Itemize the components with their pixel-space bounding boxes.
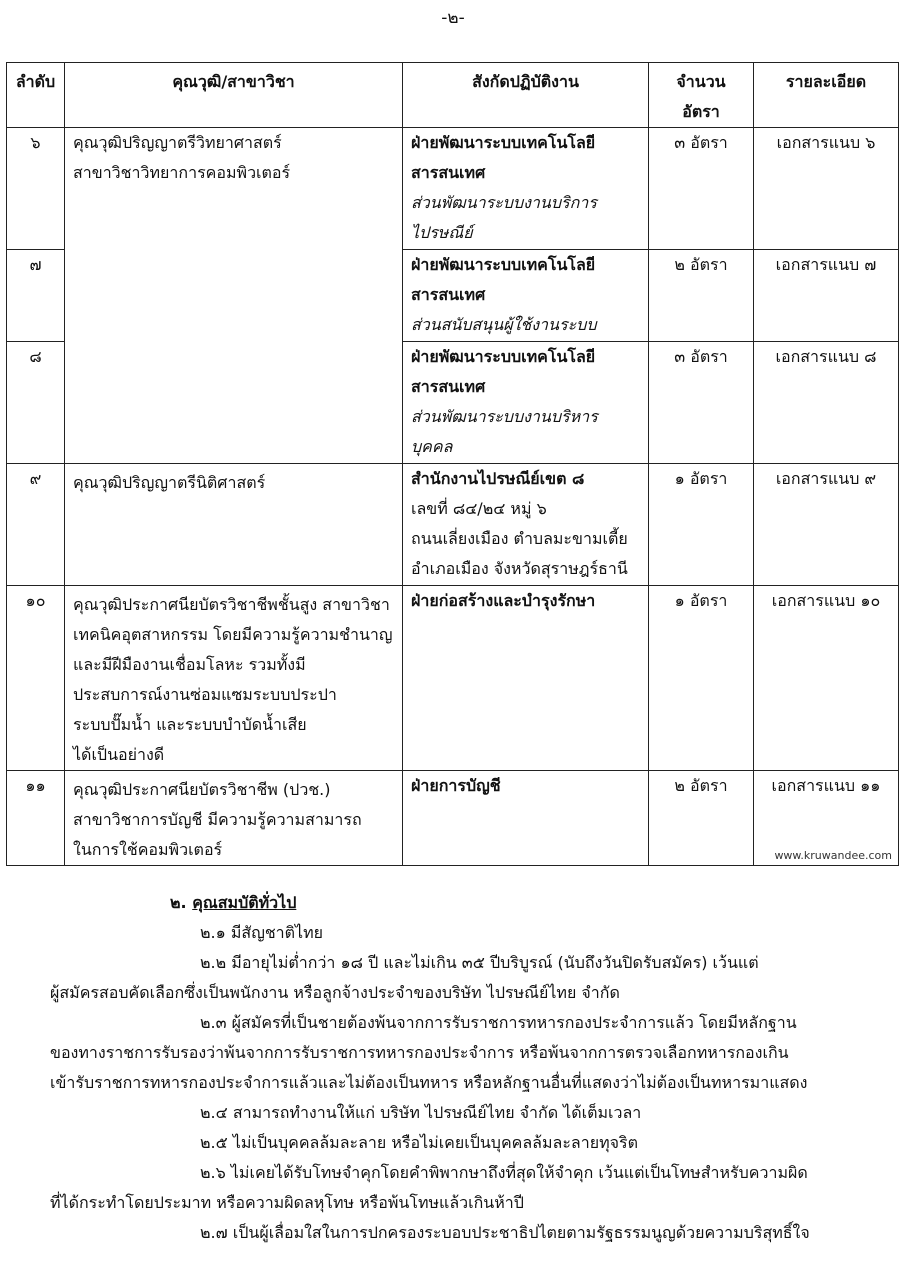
table-row [7,128,899,250]
qualification-item: ๒.๗ เป็นผู้เลื่อมใสในการปกครองระบอบประชาธิปไตยตามรัฐธรรมนูญด้วยความบริสุทธิ์ใจ [200,1223,810,1242]
qualification-item: ๒.๒ มีอายุไม่ต่ำกว่า ๑๘ ปี และไม่เกิน ๓๕ ปีบริบูรณ์ (นับถึงวันปิดรับสมัคร) เว้นแต่ [200,953,759,972]
qualification-line: และมีฝีมืองานเชื่อมโลหะ รวมทั้งมี [73,655,306,674]
unit-address-line: อำเภอเมือง จังหวัดสุราษฎร์ธานี [411,559,628,578]
unit-subline: ไปรษณีย์ [411,223,473,242]
row-detail: เอกสารแนบ ๗ [754,250,899,342]
table-row [7,464,899,586]
unit-line: สารสนเทศ [411,163,486,182]
table-header-row [7,63,899,128]
qualification-line: คุณวุฒิประกาศนียบัตรวิชาชีพชั้นสูง สาขาวิชา [73,595,390,614]
row-detail-text: เอกสารแนบ ๑๑ [771,776,881,795]
qualification-line: ได้เป็นอย่างดี [73,745,165,764]
unit-subline: ส่วนสนับสนุนผู้ใช้งานระบบ [411,315,597,334]
row-count: ๑ อัตรา [649,586,754,771]
row-no: ๗ [7,250,65,342]
qualification-item: ๒.๔ สามารถทำงานให้แก่ บริษัท ไปรษณีย์ไทย จำกัด ได้เต็มเวลา [200,1103,642,1122]
row-unit [403,128,649,250]
header-count-line2: อัตรา [682,102,720,121]
qualification-item-continuation: เข้ารับราชการทหารกองประจำการแล้วและไม่ต้องเป็นทหาร หรือหลักฐานอื่นที่แสดงว่าไม่ต้องเป็นทหารมาแสดง [50,1073,808,1092]
row-no: ๑๑ [7,771,65,866]
row-no: ๙ [7,464,65,586]
positions-table [6,62,899,866]
qualification-line: คุณวุฒิปริญญาตรีนิติศาสตร์ [73,473,266,492]
unit-subline: บุคคล [411,437,453,456]
row-qualification [65,586,403,771]
row-no: ๑๐ [7,586,65,771]
unit-subline: ส่วนพัฒนาระบบงานบริการ [411,193,597,212]
table-row [7,586,899,771]
section-general-qualifications [50,888,870,1248]
unit-line: สารสนเทศ [411,377,486,396]
qualification-line: ระบบปั๊มน้ำ และระบบบำบัดน้ำเสีย [73,715,307,734]
row-detail: เอกสารแนบ ๖ [754,128,899,250]
row-detail [754,771,899,866]
row-unit [403,342,649,464]
header-qualification: คุณวุฒิ/สาขาวิชา [65,63,403,128]
row-no: ๖ [7,128,65,250]
page-number: -๒- [441,8,465,28]
row-detail: เอกสารแนบ ๙ [754,464,899,586]
qualification-item-continuation: ผู้สมัครสอบคัดเลือกซึ่งเป็นพนักงาน หรือลูกจ้างประจำของบริษัท ไปรษณีย์ไทย จำกัด [50,983,620,1002]
qualification-line: คุณวุฒิปริญญาตรีวิทยาศาสตร์ [73,133,282,152]
qualification-item-continuation: ของทางราชการรับรองว่าพ้นจากการรับราชการทหารกองประจำการ หรือพ้นจากการตรวจเลือกทหารกองเกิน [50,1043,789,1062]
row-count: ๑ อัตรา [649,464,754,586]
row-qualification-group [65,128,403,464]
unit-line: สำนักงานไปรษณีย์เขต ๘ [411,469,585,488]
row-count: ๒ อัตรา [649,250,754,342]
unit-line: สารสนเทศ [411,285,486,304]
unit-address-line: เลขที่ ๘๔/๒๔ หมู่ ๖ [411,499,547,518]
qualification-line: คุณวุฒิประกาศนียบัตรวิชาชีพ (ปวช.) [73,780,331,799]
row-unit [403,464,649,586]
header-detail: รายละเอียด [754,63,899,128]
unit-line: ฝ่ายพัฒนาระบบเทคโนโลยี [411,255,596,274]
row-unit [403,586,649,771]
table-row [7,771,899,866]
unit-line: ฝ่ายก่อสร้างและบำรุงรักษา [411,591,596,610]
qualification-line: สาขาวิชาวิทยาการคอมพิวเตอร์ [73,163,291,182]
row-no: ๘ [7,342,65,464]
row-qualification [65,771,403,866]
unit-line: ฝ่ายพัฒนาระบบเทคโนโลยี [411,133,596,152]
row-detail: เอกสารแนบ ๑๐ [754,586,899,771]
header-unit: สังกัดปฏิบัติงาน [403,63,649,128]
row-count: ๓ อัตรา [649,128,754,250]
qualification-line: สาขาวิชาการบัญชี มีความรู้ความสามารถ [73,810,362,829]
watermark: www.kruwandee.com [774,849,892,862]
unit-line: ฝ่ายพัฒนาระบบเทคโนโลยี [411,347,596,366]
row-count: ๒ อัตรา [649,771,754,866]
qualification-line: ในการใช้คอมพิวเตอร์ [73,840,223,859]
header-no: ลำดับ [7,63,65,128]
qualification-item: ๒.๕ ไม่เป็นบุคคลล้มละลาย หรือไม่เคยเป็นบุคคลล้มละลายทุจริต [200,1133,638,1152]
unit-address-line: ถนนเลี่ยงเมือง ตำบลมะขามเตี้ย [411,529,628,548]
qualification-item-continuation: ที่ได้กระทำโดยประมาท หรือความผิดลหุโทษ หรือพ้นโทษแล้วเกินห้าปี [50,1193,524,1212]
section-heading [50,888,870,918]
qualification-item: ๒.๑ มีสัญชาติไทย [200,923,324,942]
unit-line: ฝ่ายการบัญชี [411,776,501,795]
row-unit [403,771,649,866]
row-detail: เอกสารแนบ ๘ [754,342,899,464]
section-title: คุณสมบัติทั่วไป [192,893,297,912]
qualification-item: ๒.๖ ไม่เคยได้รับโทษจำคุกโดยคำพิพากษาถึงที่สุดให้จำคุก เว้นแต่เป็นโทษสำหรับความผิด [200,1163,808,1182]
row-unit [403,250,649,342]
row-count: ๓ อัตรา [649,342,754,464]
qualification-line: ประสบการณ์งานซ่อมแซมระบบประปา [73,685,337,704]
qualification-item: ๒.๓ ผู้สมัครที่เป็นชายต้องพ้นจากการรับราชการทหารกองประจำการแล้ว โดยมีหลักฐาน [200,1013,797,1032]
qualification-line: เทคนิคอุตสาหกรรม โดยมีความรู้ความชำนาญ [73,625,393,644]
row-qualification [65,464,403,586]
unit-subline: ส่วนพัฒนาระบบงานบริหาร [411,407,598,426]
section-number: ๒. [170,893,187,912]
header-count-line1: จำนวน [676,72,726,91]
header-count [649,63,754,128]
